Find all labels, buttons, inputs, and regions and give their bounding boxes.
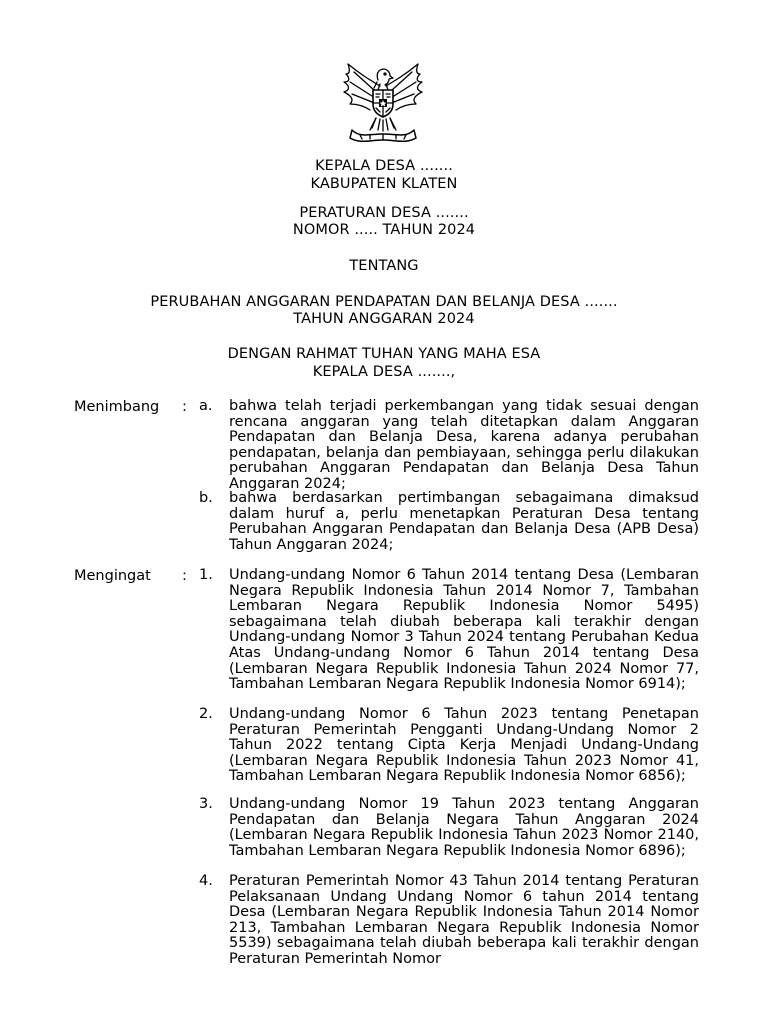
item-text: Undang-undang Nomor 6 Tahun 2023 tentang Penetapan Peraturan Pemerintah Pengganti Undang-Undang Nomor 2 Tahun 2022 tentang Cipta Kerja Menjadi Undang-Undang (Lembaran Negara Republik Indonesia Tahun 2023 Nomor 41, Tambahan Lembaran Negara Republik Indonesia Nomor 6856); xyxy=(229,706,699,785)
item-text: Undang-undang Nomor 6 Tahun 2014 tentang Desa (Lembaran Negara Republik Indonesia Tahun 2014 Nomor 7, Tambahan Lembaran Negara Republik Indonesia Nomor 5495) sebagaimana telah diubah beberapa kali terakhir dengan Undang-undang Nomor 3 Tahun 2024 tentang Perubahan Kedua Atas Undang-undang Nomor 6 Tahun 2014 tentang Desa (Lembaran Negara Republik Indonesia Tahun 2024 Nomor 77, Tambahan Lembaran Negara Republik Indonesia Nomor 6914); xyxy=(229,567,699,693)
regency-name: KABUPATEN KLATEN xyxy=(310,176,458,192)
menimbang-item-a xyxy=(199,399,699,493)
subject-line-2: TAHUN ANGGARAN 2024 xyxy=(293,311,475,327)
mengingat-item-2 xyxy=(199,707,699,785)
menimbang-label: Menimbang xyxy=(74,399,160,415)
grace-line-2: KEPALA DESA ......., xyxy=(312,364,456,380)
item-marker: 1. xyxy=(199,567,213,583)
item-marker: a. xyxy=(199,398,213,414)
menimbang-colon: : xyxy=(182,399,187,415)
regulation-number: NOMOR ..... TAHUN 2024 xyxy=(292,222,476,238)
mengingat-item-1 xyxy=(199,568,699,693)
grace-line-1: DENGAN RAHMAT TUHAN YANG MAHA ESA xyxy=(227,346,541,362)
mengingat-label: Mengingat xyxy=(74,568,151,584)
item-marker: 2. xyxy=(199,706,213,722)
item-text: Peraturan Pemerintah Nomor 43 Tahun 2014 tentang Peraturan Pelaksanaan Undang Undang Nomor 6 tahun 2014 tentang Desa (Lembaran Negara Republik Indonesia Tahun 2014 Nomor 213, Tambahan Lembaran Negara Republik Indonesia Nomor 5539) sebagaimana telah diubah beberapa kali terakhir dengan Peraturan Pemerintah Nomor xyxy=(229,873,699,967)
mengingat-colon: : xyxy=(182,568,187,584)
garuda-emblem-icon xyxy=(330,60,436,148)
menimbang-item-b xyxy=(199,491,699,553)
about-heading: TENTANG xyxy=(349,258,419,274)
mengingat-item-3 xyxy=(199,797,699,859)
item-marker: b. xyxy=(199,490,213,506)
item-marker: 3. xyxy=(199,796,213,812)
regulation-title: PERATURAN DESA ....... xyxy=(299,205,469,221)
mengingat-item-4 xyxy=(199,874,699,968)
item-text: Undang-undang Nomor 19 Tahun 2023 tentang Anggaran Pendapatan dan Belanja Negara Tahun Anggaran 2024 (Lembaran Negara Republik Indonesia Tahun 2023 Nomor 2140, Tambahan Lembaran Negara Republik Indonesia Nomor 6896); xyxy=(229,796,699,859)
item-text: bahwa telah terjadi perkembangan yang tidak sesuai dengan rencana anggaran yang telah ditetapkan dalam Anggaran Pendapatan dan Belanja Desa, karena adanya perubahan pendapatan, belanja dan pembiayaan, sehingga perlu dilakukan perubahan Anggaran Pendapatan dan Belanja Desa Tahun Anggaran 2024; xyxy=(229,398,699,492)
item-marker: 4. xyxy=(199,873,213,889)
item-text: bahwa berdasarkan pertimbangan sebagaimana dimaksud dalam huruf a, perlu menetapkan Peraturan Desa tentang Perubahan Anggaran Pendapatan dan Belanja Desa (APB Desa) Tahun Anggaran 2024; xyxy=(229,490,699,553)
issuer-title: KEPALA DESA ....... xyxy=(315,158,453,174)
subject-line-1: PERUBAHAN ANGGARAN PENDAPATAN DAN BELANJA DESA ....... xyxy=(150,294,618,310)
